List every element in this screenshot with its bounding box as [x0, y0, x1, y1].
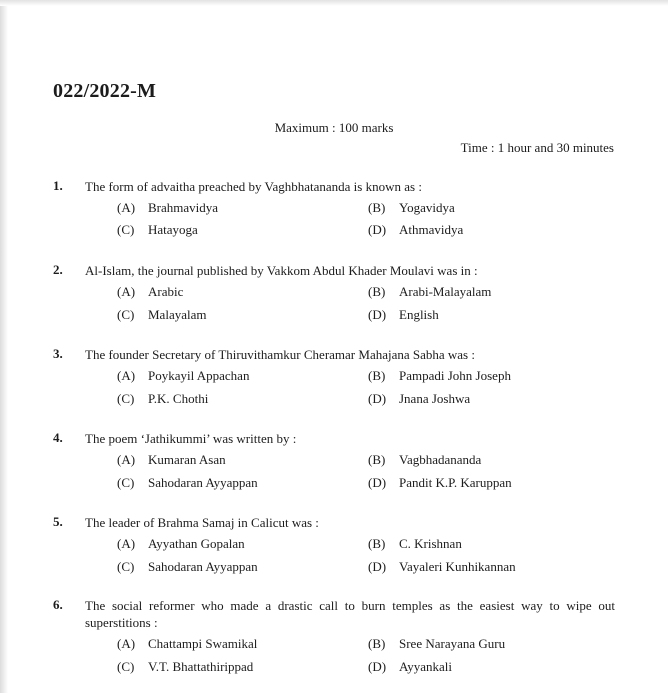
option-letter: (D): [368, 659, 387, 674]
option-letter: (B): [368, 368, 386, 383]
option-text: Poykayil Appachan: [148, 368, 250, 383]
option-text: Pandit K.P. Karuppan: [399, 475, 512, 490]
option-letter: (A): [117, 368, 136, 383]
question-number: 3.: [53, 346, 63, 361]
question-text: The poem ‘Jathikummi’ was written by :: [85, 431, 297, 446]
option-text: Jnana Joshwa: [399, 391, 471, 406]
option-text: Arabi-Malayalam: [399, 284, 492, 299]
page-edge-shadow: [0, 0, 8, 693]
option-text: Arabic: [148, 284, 184, 299]
option-text: Yogavidya: [399, 200, 455, 215]
option-letter: (C): [117, 475, 135, 490]
option-text: C. Krishnan: [399, 536, 462, 551]
option-text: Athmavidya: [399, 222, 464, 237]
option-letter: (B): [368, 284, 386, 299]
option-text: Vayaleri Kunhikannan: [399, 559, 516, 574]
question-text: The social reformer who made a drastic call to burn temples as the easiest way to wipe out superstitions :: [85, 598, 615, 630]
question-number: 6.: [53, 597, 63, 612]
question-number: 5.: [53, 514, 63, 529]
question-text: The form of advaitha preached by Vaghbhatananda is known as :: [85, 179, 422, 194]
option-text: Chattampi Swamikal: [148, 636, 258, 651]
option-letter: (B): [368, 536, 386, 551]
option-letter: (A): [117, 200, 136, 215]
question-text: Al-Islam, the journal published by Vakkom Abdul Khader Moulavi was in :: [85, 263, 478, 278]
time-allowed: Time : 1 hour and 30 minutes: [460, 140, 614, 155]
paper-code: 022/2022-M: [53, 80, 157, 102]
option-letter: (A): [117, 452, 136, 467]
option-text: Sree Narayana Guru: [399, 636, 506, 651]
option-letter: (C): [117, 222, 135, 237]
option-letter: (D): [368, 559, 387, 574]
option-text: P.K. Chothi: [148, 391, 209, 406]
option-letter: (C): [117, 391, 135, 406]
option-letter: (B): [368, 452, 386, 467]
option-letter: (D): [368, 222, 387, 237]
option-letter: (B): [368, 200, 386, 215]
option-text: Ayyathan Gopalan: [148, 536, 245, 551]
option-letter: (C): [117, 559, 135, 574]
question-number: 1.: [53, 178, 63, 193]
option-text: Ayyankali: [399, 659, 452, 674]
option-text: V.T. Bhattathirippad: [148, 659, 254, 674]
option-letter: (A): [117, 636, 136, 651]
question-number: 4.: [53, 430, 63, 445]
option-text: Sahodaran Ayyappan: [148, 475, 258, 490]
option-text: English: [399, 307, 439, 322]
option-letter: (B): [368, 636, 386, 651]
question-text: The leader of Brahma Samaj in Calicut was :: [85, 515, 319, 530]
option-letter: (D): [368, 307, 387, 322]
question-text: The founder Secretary of Thiruvithamkur Cheramar Mahajana Sabha was :: [85, 347, 475, 362]
option-text: Pampadi John Joseph: [399, 368, 511, 383]
option-text: Hatayoga: [148, 222, 198, 237]
option-letter: (C): [117, 659, 135, 674]
option-letter: (A): [117, 284, 136, 299]
option-letter: (C): [117, 307, 135, 322]
option-letter: (D): [368, 475, 387, 490]
option-letter: (D): [368, 391, 387, 406]
option-letter: (A): [117, 536, 136, 551]
option-text: Vagbhadananda: [399, 452, 482, 467]
maximum-marks: Maximum : 100 marks: [274, 120, 394, 135]
question-number: 2.: [53, 262, 63, 277]
option-text: Malayalam: [148, 307, 207, 322]
option-text: Kumaran Asan: [148, 452, 226, 467]
option-text: Sahodaran Ayyappan: [148, 559, 258, 574]
option-text: Brahmavidya: [148, 200, 219, 215]
page-top-shadow: [0, 0, 668, 6]
